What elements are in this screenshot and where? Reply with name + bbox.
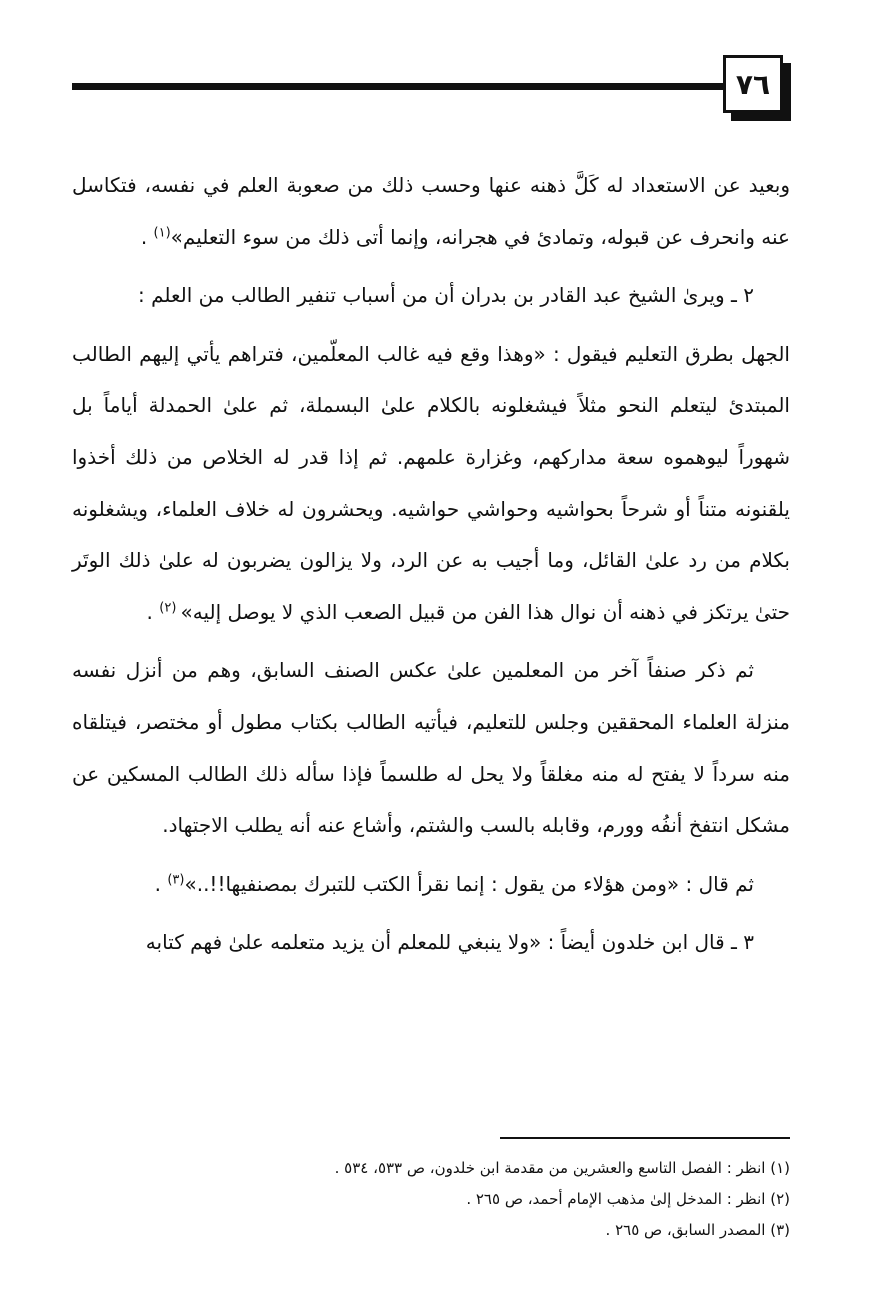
header-rule <box>72 83 724 90</box>
paragraph-text: ثم قال : «ومن هؤلاء من يقول : إنما نقرأ الكتب للتبرك بمصنفيها!!..» <box>184 871 754 896</box>
paragraph-text: ٢ ـ ويرىٰ الشيخ عبد القادر بن بدران أن من أسباب تنفير الطالب من العلم : <box>137 283 754 308</box>
paragraph <box>72 160 790 263</box>
footnote: (٣) المصدر السابق، ص ٢٦٥ . <box>605 1221 790 1239</box>
paragraph-tail: . <box>154 871 168 896</box>
paragraph-text: ٣ ـ قال ابن خلدون أيضاً : «ولا ينبغي للمعلم أن يزيد متعلمه علىٰ فهم كتابه <box>145 930 754 955</box>
footnote-ref: (٣) <box>167 872 185 888</box>
footnote-ref: (١) <box>153 224 171 240</box>
footnote-ref: (٢) <box>159 600 181 616</box>
paragraph-tail: . <box>146 599 160 624</box>
footnote: (١) انظر : الفصل التاسع والعشرين من مقدمة ابن خلدون، ص ٥٣٣، ٥٣٤ . <box>334 1159 790 1177</box>
paragraph-text: ثم ذكر صنفاً آخر من المعلمين علىٰ عكس الصنف السابق، وهم من أنزل نفسه منزلة العلماء المحققين وجلس للتعليم، فيأتيه الطالب بكتاب مطول أو مختصر، فيتلقاه منه سرداً لا يفتح له منه مغلقاً ولا يحل له طلسماً فإذا سأله ذلك الطالب المسكين عن مشكل انتفخ أنفُه وورم، وقابله بالسب والشتم، وأشاع عنه أنه يطلب الاجتهاد. <box>72 658 790 838</box>
footnote-separator <box>500 1137 790 1139</box>
footnote: (٢) انظر : المدخل إلىٰ مذهب الإمام أحمد، ص ٢٦٥ . <box>466 1190 790 1208</box>
paragraph-text: وبعيد عن الاستعداد له كَلَّ ذهنه عنها وحسب ذلك من صعوبة العلم في نفسه، فتكاسل عنه وانحرف عن قبوله، وتمادئ في هجرانه، وإنما أتى ذلك من سوء التعليم» <box>72 173 790 249</box>
main-text <box>72 160 790 969</box>
footnotes <box>72 1153 790 1246</box>
paragraph <box>72 859 790 911</box>
paragraph <box>72 329 790 639</box>
paragraph <box>72 917 790 969</box>
paragraph <box>72 645 790 851</box>
paragraph-tail: . <box>140 224 154 249</box>
paragraph-text: الجهل بطرق التعليم فيقول : «وهذا وقع فيه غالب المعلّمين، فتراهم يأتي إليهم الطالب المبتدئ ليتعلم النحو مثلاً فيشغلونه بالكلام علىٰ البسملة، ثم علىٰ الحمدلة أياماً بل شهوراً ليوهموه سعة مداركهم، وغزارة علمهم. ثم إذا قدر له الخلاص من ذلك أخذوا يلقنونه متناً أو شرحاً بحواشيه وحواشي حواشيه. ويحشرون له خلاف العلماء، ويشغلونه بكلام من رد علىٰ القائل، وما أجيب به عن الرد، ولا يزالون يضربون له علىٰ ذلك الوتَر حتىٰ يرتكز في ذهنه أن نوال هذا الفن من قبيل الصعب الذي لا يوصل إليه» <box>72 341 790 624</box>
page-header <box>0 0 873 130</box>
page-number: ٧٦ <box>723 55 783 113</box>
paragraph <box>72 270 790 322</box>
